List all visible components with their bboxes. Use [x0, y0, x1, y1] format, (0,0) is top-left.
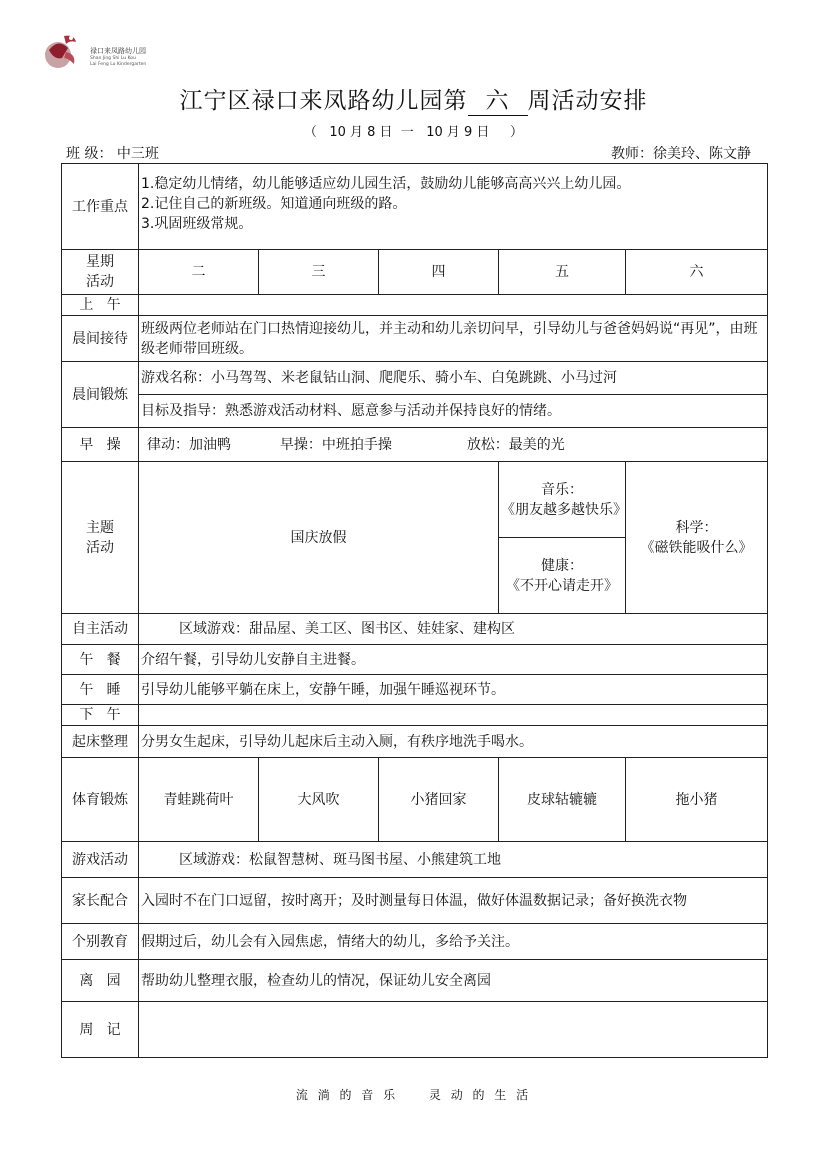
reception-row [62, 316, 768, 362]
theme-label-2: 活动 [86, 539, 114, 556]
weekday-header-bottom: 活动 [86, 274, 114, 290]
leave-label: 离 园 [62, 960, 139, 1002]
footer-right: 灵 动 的 生 活 [428, 1088, 532, 1102]
exercise-goal: 目标及指导：熟悉游戏活动材料、愿意参与活动并保持良好的情绪。 [139, 395, 768, 428]
footer-slogan [0, 1086, 827, 1103]
focus-line-1: 1.稳定幼儿情绪，幼儿能够适应幼儿园生活，鼓励幼儿能够高高兴兴上幼儿园。 [141, 176, 631, 192]
lunch-label: 午 餐 [62, 645, 139, 675]
health-label: 健康： [541, 557, 583, 574]
drill-row [62, 428, 768, 462]
theme-label [62, 462, 139, 614]
title-suffix: 周活动安排 [527, 88, 648, 114]
science-label: 科学： [675, 519, 718, 536]
parents-text: 入园时不在门口逗留，按时离开；及时测量每日体温，做好体温数据记录；备好换洗衣物 [139, 878, 768, 924]
notes-label: 周 记 [62, 1002, 139, 1058]
free-text: 区域游戏：甜品屋、美工区、图书区、娃娃家、建构区 [139, 614, 768, 645]
exercise-label: 晨间锻炼 [62, 362, 139, 428]
logo-name-en-2: Lai Feng Lu Kindergarten [90, 61, 147, 67]
afternoon-label: 下 午 [62, 705, 139, 726]
notes-text [139, 1002, 768, 1058]
teacher-info [611, 143, 751, 163]
science-activity [626, 462, 768, 614]
music-activity [499, 462, 626, 538]
focus-content [139, 164, 768, 250]
morning-row [62, 295, 768, 316]
games-label: 游戏活动 [62, 842, 139, 878]
logo-name-en-1: Shan Jing Shi Lu Kou [90, 56, 136, 61]
pe-game-tue: 青蛙跳荷叶 [139, 758, 259, 842]
pe-row [62, 758, 768, 842]
pe-label: 体育锻炼 [62, 758, 139, 842]
theme-holiday: 国庆放假 [139, 462, 499, 614]
weekday-header-top: 星期 [86, 254, 114, 270]
weekday-thu: 四 [379, 250, 499, 295]
lunch-text: 介绍午餐，引导幼儿安静自主进餐。 [139, 645, 768, 675]
weekday-tue: 二 [139, 250, 259, 295]
focus-line-2: 2.记住自己的新班级。知道通向班级的路。 [141, 196, 407, 212]
focus-label: 工作重点 [62, 164, 139, 250]
title-prefix: 江宁区禄口来凤路幼儿园第 [179, 88, 468, 114]
focus-row [62, 164, 768, 250]
class-info [66, 143, 159, 163]
parents-label: 家长配合 [62, 878, 139, 924]
kindergarten-logo [40, 28, 170, 78]
logo-emblem-icon [40, 28, 86, 74]
weekday-wed: 三 [259, 250, 379, 295]
focus-line-3: 3.巩固班级常规。 [141, 216, 253, 232]
footer-left: 流 淌 的 音 乐 [295, 1088, 399, 1102]
schedule-table [61, 163, 768, 1058]
morning-cell [139, 295, 768, 316]
pe-game-thu: 小猪回家 [379, 758, 499, 842]
exercise-row-1 [62, 362, 768, 395]
lunch-row [62, 645, 768, 675]
teacher-label: 教师： [611, 146, 653, 162]
drill-relax: 放松：最美的光 [466, 436, 565, 453]
drill-content [139, 428, 768, 462]
theme-label-1: 主题 [86, 519, 114, 536]
weekday-header-label [62, 250, 139, 295]
afternoon-cell [139, 705, 768, 726]
notes-row [62, 1002, 768, 1058]
exercise-row-2 [62, 395, 768, 428]
drill-rhythm: 律动：加油鸭 [147, 436, 231, 453]
health-activity [499, 538, 626, 614]
wakeup-text: 分男女生起床，引导幼儿起床后主动入厕，有秩序地洗手喝水。 [139, 726, 768, 758]
nap-label: 午 睡 [62, 675, 139, 705]
pe-game-wed: 大风吹 [259, 758, 379, 842]
individual-text: 假期过后，幼儿会有入园焦虑，情绪大的幼儿，多给予关注。 [139, 924, 768, 960]
page-title [0, 82, 827, 116]
teacher-value: 徐美玲、陈文静 [653, 146, 751, 162]
leave-row [62, 960, 768, 1002]
games-row [62, 842, 768, 878]
afternoon-row [62, 705, 768, 726]
exercise-games: 游戏名称：小马驾驾、米老鼠钻山洞、爬爬乐、骑小车、白兔跳跳、小马过河 [139, 362, 768, 395]
free-label: 自主活动 [62, 614, 139, 645]
weekday-sat: 六 [626, 250, 768, 295]
individual-row [62, 924, 768, 960]
weekday-fri: 五 [499, 250, 626, 295]
theme-row-1 [62, 462, 768, 538]
pe-game-fri: 皮球轱辘辘 [499, 758, 626, 842]
class-value: 中三班 [116, 146, 159, 162]
science-title: 《磁铁能吸什么》 [640, 539, 753, 556]
week-number: 六 [468, 82, 528, 116]
reception-label: 晨间接待 [62, 316, 139, 362]
music-label: 音乐： [541, 481, 583, 498]
class-label: 班 级： [66, 146, 113, 162]
drill-label: 早 操 [62, 428, 139, 462]
reception-text: 班级两位老师站在门口热情迎接幼儿，并主动和幼儿亲切问早，引导幼儿与爸爸妈妈说“再见”，由班级老师带回班级。 [139, 316, 768, 362]
health-title: 《不开心请走开》 [506, 577, 618, 594]
date-range: （ 10 月 8 日 一 10 月 9 日 ） [303, 125, 524, 140]
leave-text: 帮助幼儿整理衣服，检查幼儿的情况，保证幼儿安全离园 [139, 960, 768, 1002]
wakeup-row [62, 726, 768, 758]
morning-label: 上 午 [62, 295, 139, 316]
music-title: 《朋友越多越快乐》 [501, 501, 627, 518]
logo-name-cn: 禄口来凤路幼儿园 [90, 47, 146, 55]
weekday-header-row [62, 250, 768, 295]
nap-text: 引导幼儿能够平躺在床上，安静午睡，加强午睡巡视环节。 [139, 675, 768, 705]
individual-label: 个别教育 [62, 924, 139, 960]
wakeup-label: 起床整理 [62, 726, 139, 758]
free-activity-row [62, 614, 768, 645]
games-text: 区域游戏：松鼠智慧树、斑马图书屋、小熊建筑工地 [139, 842, 768, 878]
drill-exercise: 早操：中班拍手操 [279, 436, 392, 453]
parents-row [62, 878, 768, 924]
pe-game-sat: 拖小猪 [626, 758, 768, 842]
nap-row [62, 675, 768, 705]
